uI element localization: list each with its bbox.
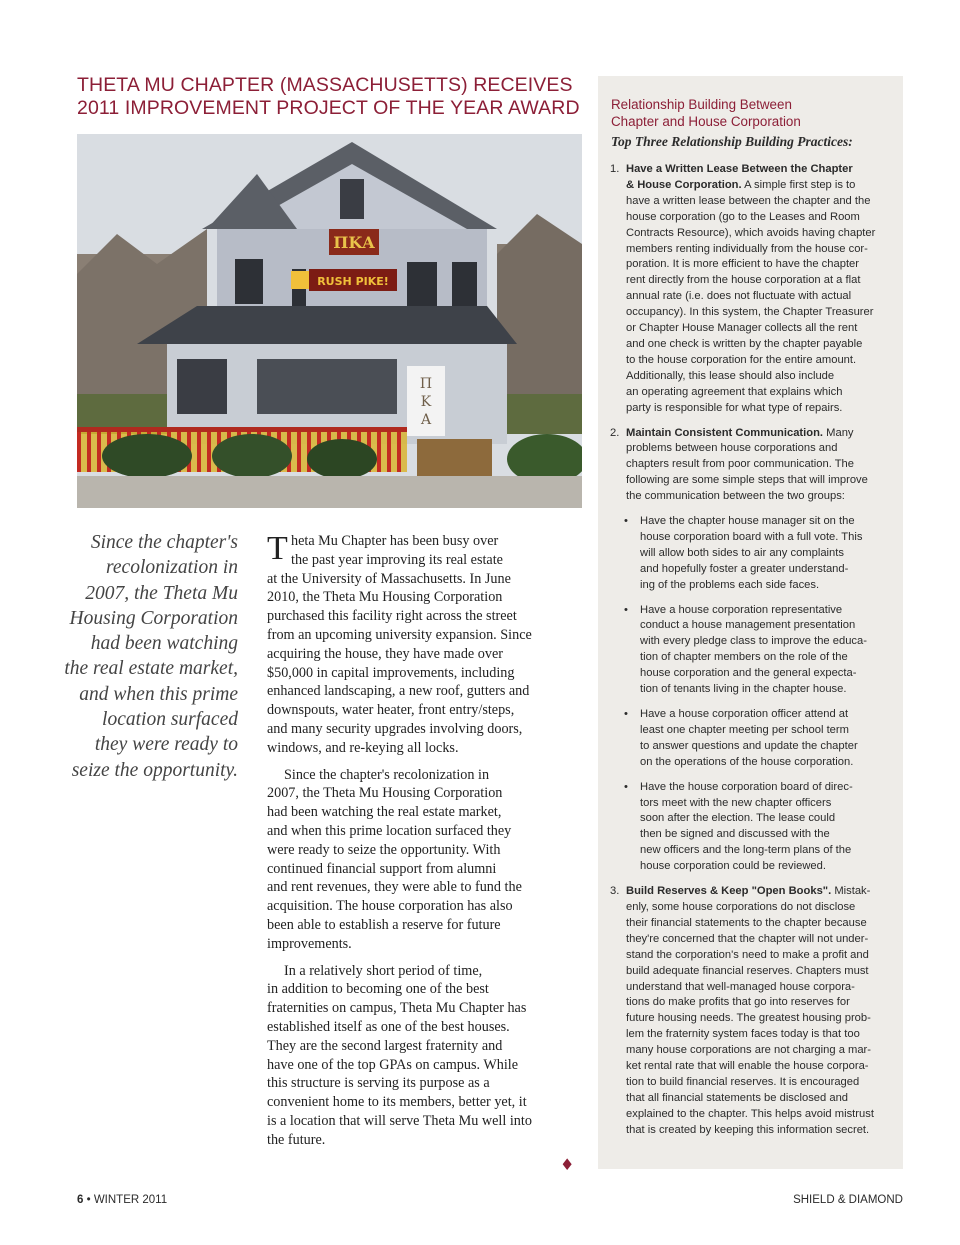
item-number: 3. bbox=[610, 885, 620, 898]
article-line: and many security upgrades involving doors, bbox=[267, 720, 523, 737]
item-number: 2. bbox=[610, 426, 620, 439]
item-line: understand that well-managed house corpora- bbox=[626, 980, 855, 993]
door-letter-1: Π bbox=[419, 376, 433, 392]
article-line: convenient home to its members, better yet, it bbox=[267, 1094, 527, 1111]
item-text: A simple first step is to bbox=[741, 178, 856, 191]
sidebar-title-line: Relationship Building Between bbox=[611, 97, 792, 112]
article-paragraph-1 bbox=[267, 532, 573, 758]
left-banner bbox=[291, 271, 309, 289]
item-line: enly, some house corporations do not disclose bbox=[626, 900, 856, 913]
article-line: 2010, the Theta Mu Housing Corporation bbox=[267, 589, 503, 606]
list-item: • Have the house corporation board of direc- tors meet with the new chapter officers soon after the election. The lease could then be signed and discussed with the new officers and the long-term plans of the house corporation could be reviewed. bbox=[624, 780, 853, 873]
item-line: or Chapter House Manager collects all the rent bbox=[626, 322, 858, 335]
item-line: explained to the chapter. This helps avoid mistrust bbox=[626, 1107, 874, 1120]
pull-quote-line: Since the chapter's bbox=[90, 532, 238, 553]
issue-label: WINTER 2011 bbox=[93, 1194, 168, 1206]
item-line: stand the corporation's need to make a profit and bbox=[626, 948, 869, 961]
communication-bullets bbox=[610, 514, 900, 875]
item-line: that is created by keeping this information secret. bbox=[626, 1123, 870, 1136]
article-line: at the University of Massachusetts. In June bbox=[267, 570, 511, 587]
front-steps bbox=[417, 439, 492, 477]
pull-quote-line: the real estate market, bbox=[64, 658, 238, 680]
article-line: fraternities on campus, Theta Mu Chapter has bbox=[267, 1000, 527, 1017]
item-line: to the house corporation for the entire amount. bbox=[626, 353, 857, 366]
article-line: acquisition. The house corporation has also bbox=[267, 898, 513, 915]
bullet-icon: • bbox=[624, 780, 628, 793]
sidebar-title bbox=[611, 96, 801, 130]
article-line: Since the chapter's recolonization in bbox=[284, 766, 490, 783]
porch-roof bbox=[137, 306, 517, 344]
article-line: $50,000 in capital improvements, including bbox=[267, 664, 515, 681]
article-line: purchased this facility right across the street bbox=[267, 608, 517, 625]
item-line: rent directly from the house corporation at a flat bbox=[626, 274, 861, 287]
pull-quote-line: location surfaced bbox=[102, 709, 238, 731]
item-line: annual rate (i.e. does not fluctuate with actual bbox=[626, 290, 852, 303]
item-line: they're concerned that the chapter will not under- bbox=[626, 932, 869, 945]
driveway bbox=[77, 476, 582, 508]
rush-banner-text: RUSH PIKE! bbox=[317, 275, 389, 288]
sidebar-subtitle: Top Three Relationship Building Practices: bbox=[611, 134, 853, 149]
article-line: been able to establish a reserve for future bbox=[267, 916, 501, 933]
attic-window bbox=[340, 179, 364, 219]
item-line: house corporation (go to the Leases and Room bbox=[626, 210, 860, 223]
item-heading: Build Reserves & Keep "Open Books". bbox=[626, 885, 832, 898]
page-number: 6 bbox=[77, 1194, 84, 1206]
article-paragraph-3 bbox=[267, 962, 573, 1150]
list-item: • Have the chapter house manager sit on the house corporation board with a full vote. This will allow both sides to air any complaints and hopefully foster a greater understand- ing of the problems each side faces. bbox=[624, 515, 863, 591]
headline bbox=[77, 74, 582, 120]
top-banner-text: ΠΚΑ bbox=[333, 233, 375, 252]
item-line: an operating agreement that explains which bbox=[626, 385, 843, 398]
item-line: Contracts Resource), which avoids having chapter bbox=[626, 226, 876, 239]
list-item: • Have a house corporation representative conduct a house management presentation with every pledge class to improve the educa- tion of chapter members on the role of the house corporation and the general expecta- tion of tenants living in the chapter house. bbox=[624, 603, 867, 696]
sidebar-title-line: Chapter and House Corporation bbox=[611, 114, 801, 129]
item-line: build adequate financial reserves. Chapters must bbox=[626, 964, 869, 977]
article-line: this structure is serving its purpose as a bbox=[267, 1075, 490, 1092]
sidebar-body bbox=[610, 162, 900, 1148]
bullet-icon: • bbox=[624, 603, 628, 616]
list-item: • Have a house corporation officer attend at least one chapter meeting per school term to answer questions and update the chapter on the operations of the house corporation. bbox=[624, 708, 858, 768]
pull-quote-line: seize the opportunity. bbox=[71, 759, 238, 781]
article-paragraph-2 bbox=[267, 766, 573, 954]
item-text: Mistak- bbox=[831, 885, 871, 898]
article-line: continued financial support from alumni bbox=[267, 860, 497, 877]
article-line: windows, and re-keying all locks. bbox=[267, 739, 459, 756]
item-line: many house corporations are not charging a mar- bbox=[626, 1044, 872, 1057]
practice-item-3 bbox=[610, 884, 900, 1139]
bullet-icon: • bbox=[624, 708, 628, 720]
item-line: members renting individually from the house cor- bbox=[626, 242, 868, 255]
end-mark-icon: ♦ bbox=[560, 1155, 575, 1174]
drop-cap: T bbox=[267, 530, 288, 567]
pull-quote-line: they were ready to bbox=[94, 734, 238, 756]
item-line: and one check is written by the chapter payable bbox=[626, 337, 863, 350]
article-line: had been watching the real estate market, bbox=[267, 804, 502, 821]
footer-separator: • bbox=[83, 1194, 94, 1206]
headline-line-1: THETA MU CHAPTER (MASSACHUSETTS) RECEIVES bbox=[77, 74, 573, 96]
footer-left bbox=[77, 1194, 167, 1206]
item-line: their financial statements to the chapter because bbox=[626, 916, 867, 929]
item-line: ket rental rate that will enable the house corpora- bbox=[626, 1060, 869, 1073]
item-heading: Maintain Consistent Communication. bbox=[626, 426, 824, 439]
article-body bbox=[267, 532, 573, 1158]
practice-item-1 bbox=[610, 162, 900, 417]
practice-item-2 bbox=[610, 426, 900, 506]
article-line: 2007, the Theta Mu Housing Corporation bbox=[267, 785, 503, 802]
item-text: Many bbox=[823, 426, 854, 439]
article-line: have one of the top GPAs on campus. While bbox=[267, 1056, 519, 1073]
porch-window-center bbox=[257, 359, 397, 414]
article-line: and when this prime location surfaced they bbox=[267, 822, 512, 839]
article-line: enhanced landscaping, a new roof, gutters and bbox=[267, 683, 530, 700]
item-line: problems between house corporations and bbox=[626, 442, 838, 455]
door-letter-3: Α bbox=[420, 412, 432, 428]
article-line: In a relatively short period of time, bbox=[284, 962, 483, 979]
article-line: is a location that will serve Theta Mu well into bbox=[267, 1112, 532, 1129]
item-line: party is responsible for what type of repairs. bbox=[626, 401, 843, 414]
item-line: lem the fraternity system faces today is that too bbox=[626, 1028, 860, 1041]
article-line: improvements. bbox=[267, 935, 352, 952]
headline-line-2: 2011 IMPROVEMENT PROJECT OF THE YEAR AWARD bbox=[77, 97, 580, 119]
article-line: downspouts, water heater, front entry/steps, bbox=[267, 702, 515, 719]
article-line: from an upcoming university expansion. Since bbox=[267, 626, 532, 643]
item-line: the communication between the two groups: bbox=[626, 490, 845, 503]
pull-quote-line: had been watching bbox=[90, 633, 238, 655]
article-line: in addition to becoming one of the best bbox=[267, 981, 489, 998]
house-photo bbox=[77, 134, 582, 508]
item-line: that all financial statements be disclosed and bbox=[626, 1091, 849, 1104]
item-line: have a written lease between the chapter and the bbox=[626, 194, 871, 207]
item-number: 1. bbox=[610, 163, 620, 175]
item-heading: Have a Written Lease Between the Chapter bbox=[626, 163, 853, 175]
item-line: tions do make profits that go into reserves for bbox=[626, 996, 850, 1009]
article-line: and rent revenues, they were able to fund the bbox=[267, 879, 522, 896]
pull-quote-line: recolonization in bbox=[106, 557, 238, 579]
item-line: future housing needs. The greatest housing prob- bbox=[626, 1012, 871, 1025]
pull-quote-line: and when this prime bbox=[79, 683, 238, 705]
pull-quote-line: Housing Corporation bbox=[69, 607, 238, 629]
article-line: established itself as one of the best houses. bbox=[267, 1018, 510, 1035]
article-line: the future. bbox=[267, 1131, 326, 1148]
item-line: Additionally, this lease should also include bbox=[626, 369, 835, 382]
porch-window-left bbox=[177, 359, 227, 414]
item-heading: & House Corporation. bbox=[626, 178, 742, 191]
article-line: They are the second largest fraternity and bbox=[267, 1037, 503, 1054]
item-line: tion to build financial reserves. It is encouraged bbox=[626, 1075, 860, 1088]
item-line: occupancy). In this system, the Chapter Treasurer bbox=[626, 306, 874, 319]
sidebar-box bbox=[598, 76, 903, 1169]
article-line: acquiring the house, they have made over bbox=[267, 645, 503, 662]
house-illustration bbox=[77, 134, 582, 508]
item-line: following are some simple steps that will improve bbox=[626, 474, 868, 487]
article-line: heta Mu Chapter has been busy over bbox=[291, 533, 499, 549]
article-line: the past year improving its real estate bbox=[291, 551, 503, 568]
door-letter-2: Κ bbox=[420, 394, 432, 410]
pull-quote bbox=[60, 530, 238, 783]
bullet-icon: • bbox=[624, 515, 628, 528]
magazine-name: SHIELD & DIAMOND bbox=[793, 1194, 903, 1206]
pull-quote-line: 2007, the Theta Mu bbox=[85, 582, 238, 604]
article-line: were ready to seize the opportunity. With bbox=[267, 841, 501, 858]
item-line: poration. It is more efficient to have the chapter bbox=[626, 258, 859, 271]
item-line: chapters result from poor communication. The bbox=[626, 458, 854, 471]
